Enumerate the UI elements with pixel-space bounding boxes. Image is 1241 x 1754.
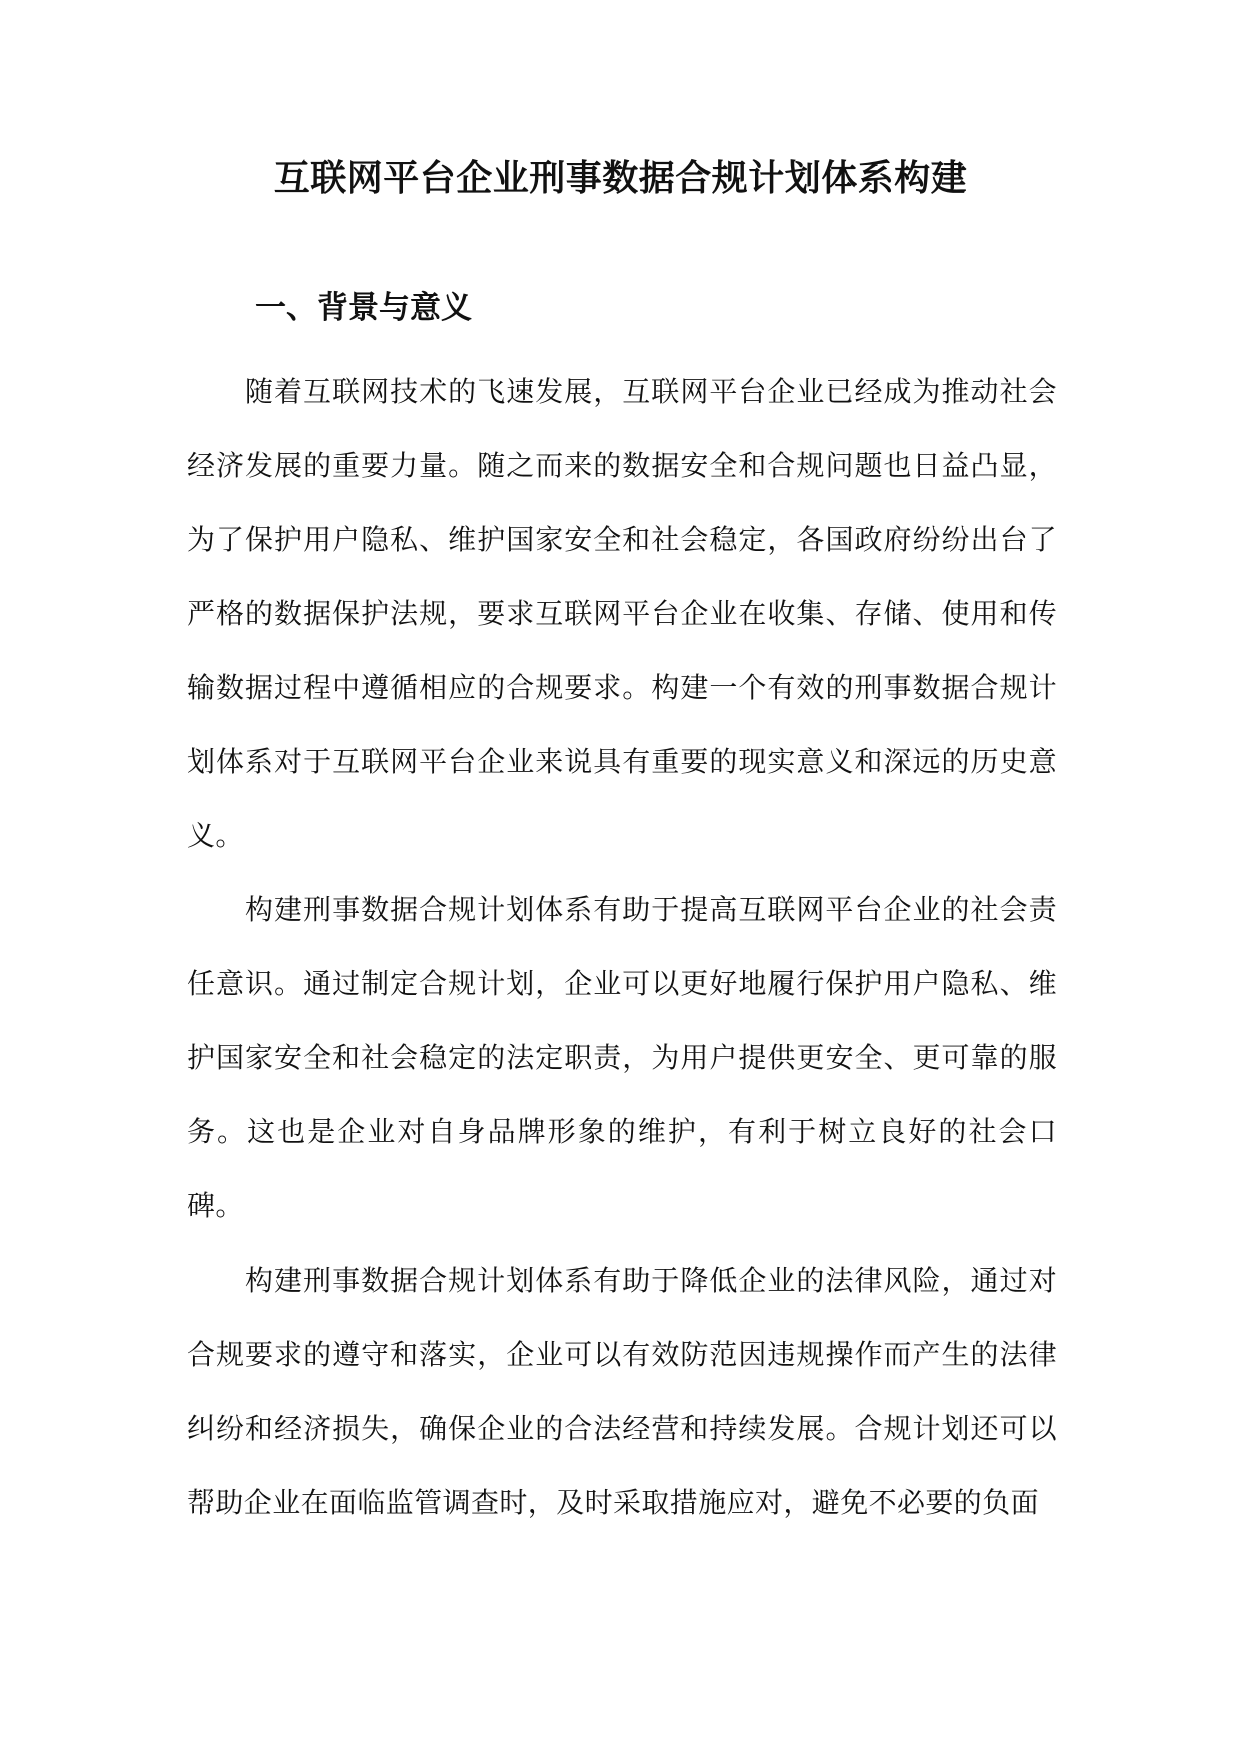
document-title: 互联网平台企业刑事数据合规计划体系构建: [273, 158, 968, 199]
paragraph: 构建刑事数据合规计划体系有助于提高互联网平台企业的社会责任意识。通过制定合规计划，企业可以更好地履行保护用户隐私、维护国家安全和社会稳定的法定职责，为用户提供更安全、更可靠的服务。这也是企业对自身品牌形象的维护，有利于树立良好的社会口碑。: [187, 893, 1057, 1222]
paragraph: 构建刑事数据合规计划体系有助于降低企业的法律风险，通过对合规要求的遵守和落实，企业可以有效防范因违规操作而产生的法律纠纷和经济损失，确保企业的合法经营和持续发展。合规计划还可以帮助企业在面临监管调查时，及时采取措施应对，避免不必要的负面: [187, 1264, 1057, 1519]
paragraph: 随着互联网技术的飞速发展，互联网平台企业已经成为推动社会经济发展的重要力量。随之而来的数据安全和合规问题也日益凸显，为了保护用户隐私、维护国家安全和社会稳定，各国政府纷纷出台了严格的数据保护法规，要求互联网平台企业在收集、存储、使用和传输数据过程中遵循相应的合规要求。构建一个有效的刑事数据合规计划体系对于互联网平台企业来说具有重要的现实意义和深远的历史意义。: [187, 375, 1057, 852]
section-heading: 一、背景与意义: [255, 290, 472, 326]
